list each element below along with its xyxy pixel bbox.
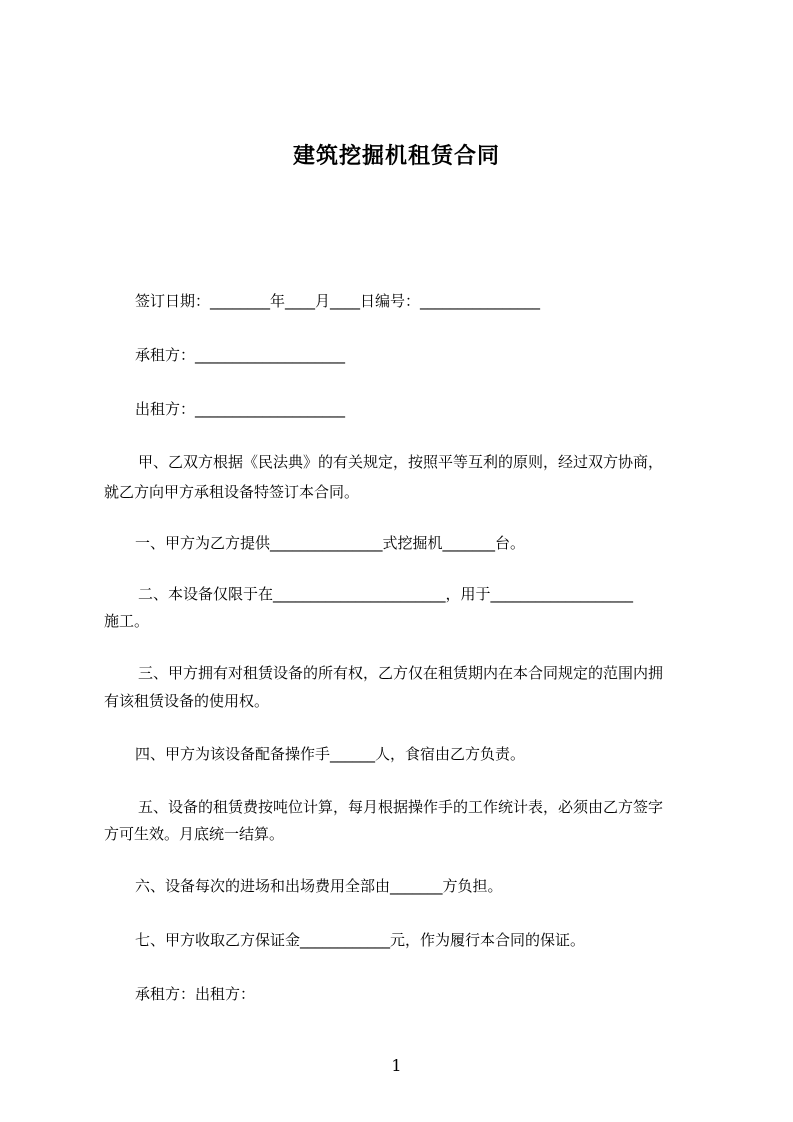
lessor-line: 出租方：____________________ [135,400,346,418]
clause-7: 七、甲方收取乙方保证金____________元，作为履行本合同的保证。 [135,931,586,949]
preamble-line-1: 甲、乙双方根据《民法典》的有关规定，按照平等互利的原则，经过双方协商， [138,453,664,471]
clause-1: 一、甲方为乙方提供_______________式挖掘机_______台。 [135,534,526,552]
signature-line: 承租方：出租方： [135,985,256,1003]
clause-6: 六、设备每次的进场和出场费用全部由_______方负担。 [135,877,503,895]
preamble-line-2: 就乙方向甲方承租设备特签订本合同。 [104,483,360,501]
clause-3-line-1: 三、甲方拥有对租赁设备的所有权，乙方仅在租赁期内在本合同规定的范围内拥 [138,664,664,682]
clause-2-line-1: 二、本设备仅限于在_______________________，用于___________________ [138,585,634,603]
clause-5-line-1: 五、设备的租赁费按吨位计算，每月根据操作手的工作统计表，必须由乙方签字 [138,798,664,816]
lessee-line: 承租方：____________________ [135,346,346,364]
clause-2-line-2: 施工。 [104,612,150,630]
page-number: 1 [391,1056,402,1075]
clause-5-line-2: 方可生效。月底统一结算。 [104,825,285,843]
clause-4: 四、甲方为该设备配备操作手______人，食宿由乙方负责。 [135,745,526,763]
clause-3-line-2: 有该租赁设备的使用权。 [104,692,270,710]
sign-date-line: 签订日期：________年____月____日编号：________________ [135,292,541,310]
document-title: 建筑挖掘机租赁合同 [292,144,500,169]
